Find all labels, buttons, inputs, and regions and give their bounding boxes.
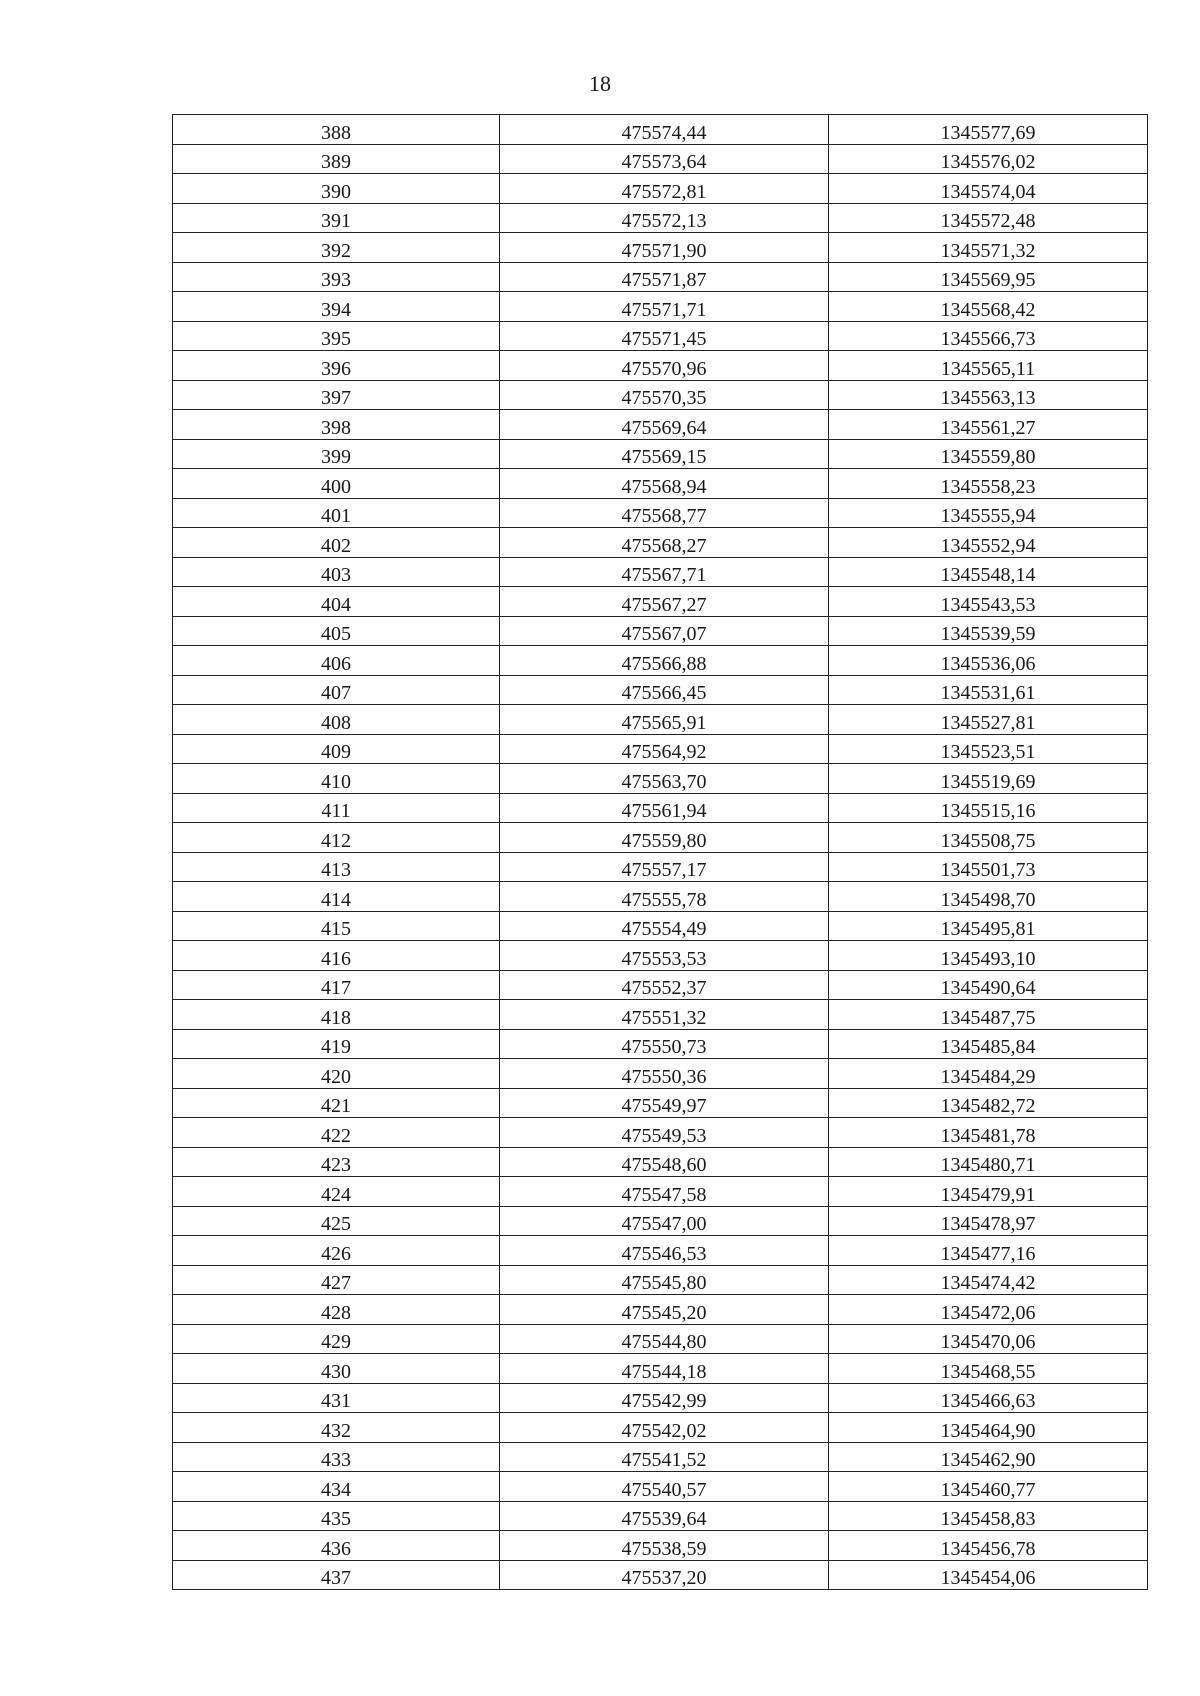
- table-row: [173, 233, 1148, 263]
- x-coordinate-cell: 475550,36: [500, 1059, 829, 1089]
- point-number-cell: 393: [173, 262, 500, 292]
- point-number-cell: 408: [173, 705, 500, 735]
- table-row: [173, 646, 1148, 676]
- x-coordinate-cell: 475544,80: [500, 1324, 829, 1354]
- y-coordinate-cell: 1345472,06: [829, 1295, 1148, 1325]
- table-row: [173, 557, 1148, 587]
- x-coordinate-cell: 475538,59: [500, 1531, 829, 1561]
- x-coordinate-cell: 475545,20: [500, 1295, 829, 1325]
- y-coordinate-cell: 1345477,16: [829, 1236, 1148, 1266]
- table-row: [173, 144, 1148, 174]
- y-coordinate-cell: 1345487,75: [829, 1000, 1148, 1030]
- y-coordinate-cell: 1345572,48: [829, 203, 1148, 233]
- table-row: [173, 911, 1148, 941]
- y-coordinate-cell: 1345577,69: [829, 115, 1148, 145]
- x-coordinate-cell: 475553,53: [500, 941, 829, 971]
- y-coordinate-cell: 1345563,13: [829, 380, 1148, 410]
- point-number-cell: 434: [173, 1472, 500, 1502]
- y-coordinate-cell: 1345548,14: [829, 557, 1148, 587]
- y-coordinate-cell: 1345539,59: [829, 616, 1148, 646]
- x-coordinate-cell: 475555,78: [500, 882, 829, 912]
- coordinates-table-body: [173, 115, 1148, 1590]
- table-row: [173, 203, 1148, 233]
- point-number-cell: 400: [173, 469, 500, 499]
- point-number-cell: 418: [173, 1000, 500, 1030]
- point-number-cell: 425: [173, 1206, 500, 1236]
- x-coordinate-cell: 475573,64: [500, 144, 829, 174]
- x-coordinate-cell: 475563,70: [500, 764, 829, 794]
- table-row: [173, 351, 1148, 381]
- y-coordinate-cell: 1345527,81: [829, 705, 1148, 735]
- table-row: [173, 1383, 1148, 1413]
- table-row: [173, 292, 1148, 322]
- table-row: [173, 1531, 1148, 1561]
- table-row: [173, 882, 1148, 912]
- point-number-cell: 404: [173, 587, 500, 617]
- x-coordinate-cell: 475542,02: [500, 1413, 829, 1443]
- y-coordinate-cell: 1345576,02: [829, 144, 1148, 174]
- table-row: [173, 1442, 1148, 1472]
- point-number-cell: 414: [173, 882, 500, 912]
- table-row: [173, 1472, 1148, 1502]
- point-number-cell: 432: [173, 1413, 500, 1443]
- point-number-cell: 409: [173, 734, 500, 764]
- x-coordinate-cell: 475546,53: [500, 1236, 829, 1266]
- y-coordinate-cell: 1345523,51: [829, 734, 1148, 764]
- point-number-cell: 424: [173, 1177, 500, 1207]
- table-row: [173, 380, 1148, 410]
- x-coordinate-cell: 475550,73: [500, 1029, 829, 1059]
- y-coordinate-cell: 1345569,95: [829, 262, 1148, 292]
- table-row: [173, 941, 1148, 971]
- table-row: [173, 321, 1148, 351]
- x-coordinate-cell: 475570,96: [500, 351, 829, 381]
- table-row: [173, 1413, 1148, 1443]
- y-coordinate-cell: 1345552,94: [829, 528, 1148, 558]
- table-row: [173, 174, 1148, 204]
- y-coordinate-cell: 1345574,04: [829, 174, 1148, 204]
- point-number-cell: 421: [173, 1088, 500, 1118]
- table-row: [173, 262, 1148, 292]
- x-coordinate-cell: 475567,27: [500, 587, 829, 617]
- point-number-cell: 407: [173, 675, 500, 705]
- point-number-cell: 436: [173, 1531, 500, 1561]
- x-coordinate-cell: 475572,81: [500, 174, 829, 204]
- point-number-cell: 388: [173, 115, 500, 145]
- page-number: 18: [589, 71, 611, 96]
- y-coordinate-cell: 1345508,75: [829, 823, 1148, 853]
- table-row: [173, 734, 1148, 764]
- x-coordinate-cell: 475549,53: [500, 1118, 829, 1148]
- point-number-cell: 399: [173, 439, 500, 469]
- y-coordinate-cell: 1345464,90: [829, 1413, 1148, 1443]
- y-coordinate-cell: 1345474,42: [829, 1265, 1148, 1295]
- table-row: [173, 1029, 1148, 1059]
- y-coordinate-cell: 1345482,72: [829, 1088, 1148, 1118]
- table-row: [173, 587, 1148, 617]
- point-number-cell: 428: [173, 1295, 500, 1325]
- y-coordinate-cell: 1345568,42: [829, 292, 1148, 322]
- point-number-cell: 433: [173, 1442, 500, 1472]
- x-coordinate-cell: 475568,77: [500, 498, 829, 528]
- x-coordinate-cell: 475545,80: [500, 1265, 829, 1295]
- point-number-cell: 392: [173, 233, 500, 263]
- table-row: [173, 764, 1148, 794]
- x-coordinate-cell: 475566,45: [500, 675, 829, 705]
- x-coordinate-cell: 475569,64: [500, 410, 829, 440]
- point-number-cell: 389: [173, 144, 500, 174]
- point-number-cell: 427: [173, 1265, 500, 1295]
- y-coordinate-cell: 1345490,64: [829, 970, 1148, 1000]
- x-coordinate-cell: 475571,90: [500, 233, 829, 263]
- point-number-cell: 430: [173, 1354, 500, 1384]
- y-coordinate-cell: 1345536,06: [829, 646, 1148, 676]
- x-coordinate-cell: 475551,32: [500, 1000, 829, 1030]
- point-number-cell: 435: [173, 1501, 500, 1531]
- table-row: [173, 1000, 1148, 1030]
- point-number-cell: 426: [173, 1236, 500, 1266]
- y-coordinate-cell: 1345555,94: [829, 498, 1148, 528]
- point-number-cell: 391: [173, 203, 500, 233]
- point-number-cell: 406: [173, 646, 500, 676]
- table-row: [173, 1354, 1148, 1384]
- point-number-cell: 415: [173, 911, 500, 941]
- x-coordinate-cell: 475559,80: [500, 823, 829, 853]
- x-coordinate-cell: 475568,94: [500, 469, 829, 499]
- table-row: [173, 823, 1148, 853]
- x-coordinate-cell: 475542,99: [500, 1383, 829, 1413]
- table-row: [173, 793, 1148, 823]
- y-coordinate-cell: 1345479,91: [829, 1177, 1148, 1207]
- y-coordinate-cell: 1345501,73: [829, 852, 1148, 882]
- x-coordinate-cell: 475571,71: [500, 292, 829, 322]
- y-coordinate-cell: 1345484,29: [829, 1059, 1148, 1089]
- table-row: [173, 970, 1148, 1000]
- y-coordinate-cell: 1345559,80: [829, 439, 1148, 469]
- y-coordinate-cell: 1345468,55: [829, 1354, 1148, 1384]
- y-coordinate-cell: 1345561,27: [829, 410, 1148, 440]
- table-row: [173, 705, 1148, 735]
- x-coordinate-cell: 475554,49: [500, 911, 829, 941]
- y-coordinate-cell: 1345558,23: [829, 469, 1148, 499]
- y-coordinate-cell: 1345498,70: [829, 882, 1148, 912]
- point-number-cell: 419: [173, 1029, 500, 1059]
- x-coordinate-cell: 475570,35: [500, 380, 829, 410]
- table-row: [173, 616, 1148, 646]
- y-coordinate-cell: 1345466,63: [829, 1383, 1148, 1413]
- table-row: [173, 115, 1148, 145]
- point-number-cell: 405: [173, 616, 500, 646]
- table-row: [173, 1501, 1148, 1531]
- x-coordinate-cell: 475541,52: [500, 1442, 829, 1472]
- y-coordinate-cell: 1345470,06: [829, 1324, 1148, 1354]
- point-number-cell: 396: [173, 351, 500, 381]
- table-row: [173, 1088, 1148, 1118]
- x-coordinate-cell: 475564,92: [500, 734, 829, 764]
- point-number-cell: 411: [173, 793, 500, 823]
- table-row: [173, 1265, 1148, 1295]
- y-coordinate-cell: 1345480,71: [829, 1147, 1148, 1177]
- point-number-cell: 420: [173, 1059, 500, 1089]
- x-coordinate-cell: 475566,88: [500, 646, 829, 676]
- x-coordinate-cell: 475540,57: [500, 1472, 829, 1502]
- table-row: [173, 852, 1148, 882]
- table-row: [173, 1206, 1148, 1236]
- y-coordinate-cell: 1345566,73: [829, 321, 1148, 351]
- x-coordinate-cell: 475549,97: [500, 1088, 829, 1118]
- x-coordinate-cell: 475571,87: [500, 262, 829, 292]
- point-number-cell: 394: [173, 292, 500, 322]
- point-number-cell: 403: [173, 557, 500, 587]
- y-coordinate-cell: 1345565,11: [829, 351, 1148, 381]
- table-row: [173, 469, 1148, 499]
- y-coordinate-cell: 1345481,78: [829, 1118, 1148, 1148]
- point-number-cell: 422: [173, 1118, 500, 1148]
- x-coordinate-cell: 475557,17: [500, 852, 829, 882]
- y-coordinate-cell: 1345543,53: [829, 587, 1148, 617]
- point-number-cell: 423: [173, 1147, 500, 1177]
- point-number-cell: 429: [173, 1324, 500, 1354]
- point-number-cell: 402: [173, 528, 500, 558]
- point-number-cell: 395: [173, 321, 500, 351]
- point-number-cell: 401: [173, 498, 500, 528]
- table-row: [173, 410, 1148, 440]
- x-coordinate-cell: 475539,64: [500, 1501, 829, 1531]
- table-row: [173, 1324, 1148, 1354]
- point-number-cell: 412: [173, 823, 500, 853]
- x-coordinate-cell: 475537,20: [500, 1560, 829, 1590]
- y-coordinate-cell: 1345495,81: [829, 911, 1148, 941]
- y-coordinate-cell: 1345458,83: [829, 1501, 1148, 1531]
- y-coordinate-cell: 1345478,97: [829, 1206, 1148, 1236]
- x-coordinate-cell: 475572,13: [500, 203, 829, 233]
- table-row: [173, 1295, 1148, 1325]
- table-row: [173, 498, 1148, 528]
- point-number-cell: 437: [173, 1560, 500, 1590]
- x-coordinate-cell: 475561,94: [500, 793, 829, 823]
- coordinates-table: [172, 114, 1148, 1590]
- x-coordinate-cell: 475569,15: [500, 439, 829, 469]
- y-coordinate-cell: 1345456,78: [829, 1531, 1148, 1561]
- x-coordinate-cell: 475552,37: [500, 970, 829, 1000]
- point-number-cell: 416: [173, 941, 500, 971]
- point-number-cell: 413: [173, 852, 500, 882]
- table-row: [173, 1177, 1148, 1207]
- point-number-cell: 431: [173, 1383, 500, 1413]
- point-number-cell: 410: [173, 764, 500, 794]
- x-coordinate-cell: 475567,71: [500, 557, 829, 587]
- point-number-cell: 390: [173, 174, 500, 204]
- table-row: [173, 1118, 1148, 1148]
- point-number-cell: 398: [173, 410, 500, 440]
- y-coordinate-cell: 1345515,16: [829, 793, 1148, 823]
- table-row: [173, 675, 1148, 705]
- y-coordinate-cell: 1345462,90: [829, 1442, 1148, 1472]
- table-row: [173, 439, 1148, 469]
- point-number-cell: 397: [173, 380, 500, 410]
- table-row: [173, 1236, 1148, 1266]
- table-row: [173, 1560, 1148, 1590]
- y-coordinate-cell: 1345531,61: [829, 675, 1148, 705]
- x-coordinate-cell: 475565,91: [500, 705, 829, 735]
- y-coordinate-cell: 1345485,84: [829, 1029, 1148, 1059]
- table-row: [173, 1059, 1148, 1089]
- table-row: [173, 1147, 1148, 1177]
- y-coordinate-cell: 1345454,06: [829, 1560, 1148, 1590]
- y-coordinate-cell: 1345519,69: [829, 764, 1148, 794]
- y-coordinate-cell: 1345571,32: [829, 233, 1148, 263]
- x-coordinate-cell: 475548,60: [500, 1147, 829, 1177]
- x-coordinate-cell: 475568,27: [500, 528, 829, 558]
- y-coordinate-cell: 1345493,10: [829, 941, 1148, 971]
- x-coordinate-cell: 475574,44: [500, 115, 829, 145]
- y-coordinate-cell: 1345460,77: [829, 1472, 1148, 1502]
- x-coordinate-cell: 475547,58: [500, 1177, 829, 1207]
- x-coordinate-cell: 475571,45: [500, 321, 829, 351]
- point-number-cell: 417: [173, 970, 500, 1000]
- x-coordinate-cell: 475547,00: [500, 1206, 829, 1236]
- x-coordinate-cell: 475544,18: [500, 1354, 829, 1384]
- table-row: [173, 528, 1148, 558]
- x-coordinate-cell: 475567,07: [500, 616, 829, 646]
